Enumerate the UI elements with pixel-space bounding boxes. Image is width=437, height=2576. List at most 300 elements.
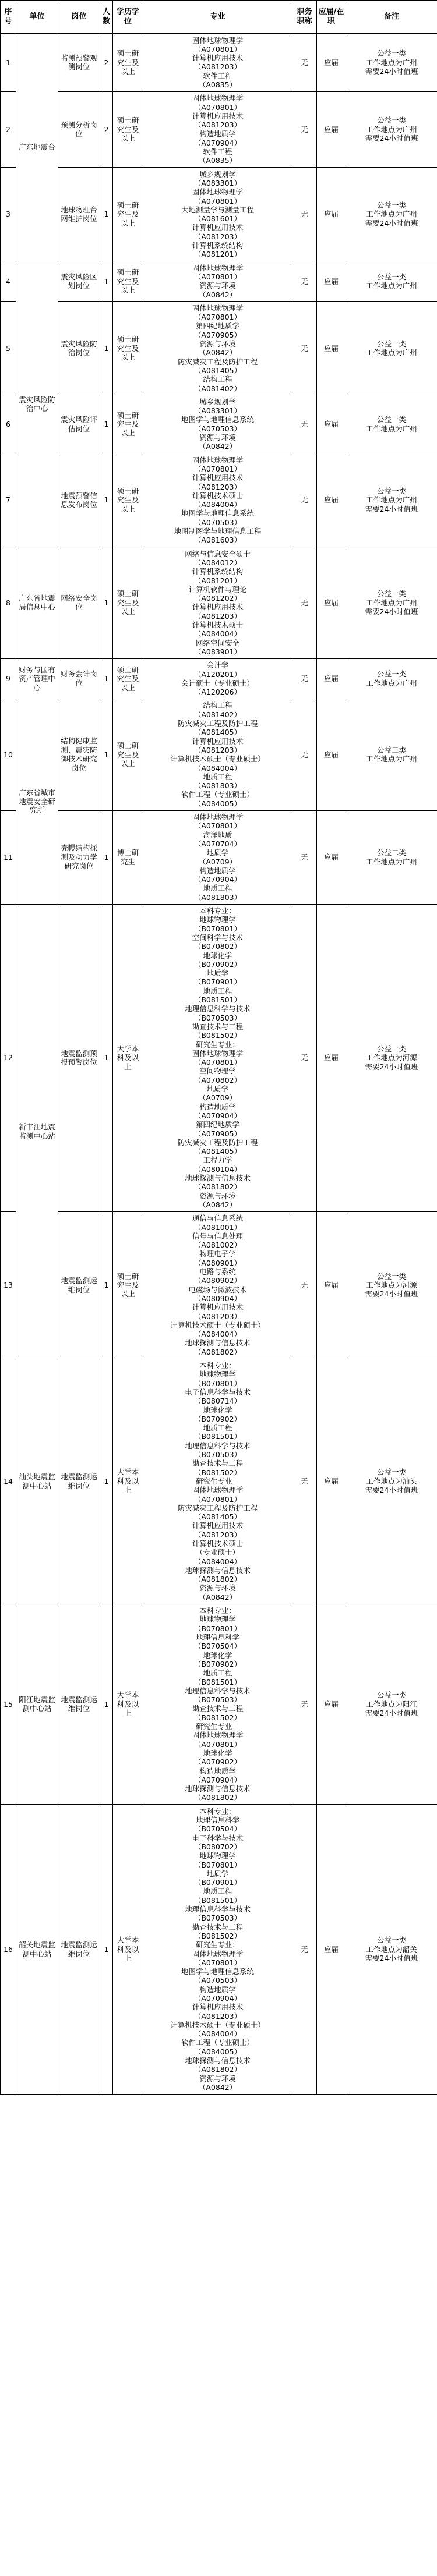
row-title: 无 — [292, 261, 317, 302]
major-line: 固体地球物理学 — [192, 36, 244, 45]
major-line: 地球化学 — [203, 951, 232, 960]
major-line: （A120201） — [193, 669, 242, 679]
major-line: （B070503） — [193, 1013, 242, 1022]
row-degree: 大学本科及以上 — [113, 904, 143, 1211]
major-line: 计算机应用技术 — [192, 54, 244, 63]
row-position: 预测分析岗位 — [58, 91, 100, 167]
remark-line: 工作地点为广州 — [366, 678, 417, 688]
row-degree: 硕士研究生及以上 — [113, 91, 143, 167]
major-line: （A081601） — [193, 214, 242, 224]
major-line: 计算机应用技术 — [192, 1303, 244, 1312]
row-position: 网络安全岗位 — [58, 547, 100, 659]
major-line: （A0842） — [198, 290, 237, 299]
major-line: （A081802） — [193, 1182, 242, 1192]
major-line: （A070904） — [193, 1775, 242, 1784]
major-line: （A070802） — [193, 1075, 242, 1085]
row-degree: 硕士研究生及以上 — [113, 168, 143, 261]
row-title: 无 — [292, 1359, 317, 1604]
row-title: 无 — [292, 699, 317, 810]
major-line: （A081002） — [193, 1241, 242, 1250]
row-position: 地震监测运维岗位 — [58, 1805, 100, 2095]
row-remark — [346, 1805, 437, 2095]
major-line: 本科专业： — [199, 1806, 236, 1816]
remark-line: 工作地点为广州 — [366, 424, 417, 433]
remark-line: 公益一类 — [376, 49, 406, 58]
remark-line: 工作地点为广州 — [366, 754, 417, 764]
major-line: （A070801） — [193, 1958, 242, 1967]
remark-line: 需要24小时值班 — [365, 1709, 418, 1718]
row-major — [143, 1359, 292, 1604]
header-seq: 序号 — [1, 1, 16, 34]
table-row — [1, 810, 437, 904]
table-row — [1, 1359, 437, 1604]
row-remark — [346, 904, 437, 1211]
row-major — [143, 302, 292, 395]
major-line: 城乡规划学 — [199, 169, 236, 179]
major-line: 计算机应用技术 — [192, 473, 244, 483]
major-line: （A070503） — [193, 424, 242, 433]
row-degree: 硕士研究生及以上 — [113, 547, 143, 659]
major-line: （专业硕士） — [195, 1548, 239, 1557]
major-line: 地理信息科学 — [195, 1816, 239, 1825]
major-line: （A081603） — [193, 536, 242, 545]
major-line: （A081203） — [193, 121, 242, 130]
major-line: 地质工程 — [203, 772, 232, 781]
major-line: 空间物理学 — [199, 1066, 236, 1076]
major-line: （A083901） — [193, 647, 242, 656]
major-line: 地球物理学 — [199, 915, 236, 924]
major-line: （A080904） — [193, 1294, 242, 1303]
major-line: 勘查技术与工程 — [192, 1022, 244, 1031]
remark-line: 公益一类 — [376, 1691, 406, 1700]
row-status: 应届 — [317, 91, 346, 167]
major-line: （B070902） — [193, 1659, 242, 1668]
row-position: 监测预警观测岗位 — [58, 34, 100, 92]
major-line: 地球物理学 — [199, 1370, 236, 1379]
major-line: 地质学 — [206, 1869, 229, 1878]
major-line: 计算机软件与理论 — [188, 584, 247, 594]
table-row — [1, 1805, 437, 2095]
row-major — [143, 395, 292, 453]
major-line: 地图学与地理信息系统 — [181, 415, 254, 424]
row-position: 地球物理台网维护岗位 — [58, 168, 100, 261]
major-line: （A081405） — [193, 1512, 242, 1522]
row-status: 应届 — [317, 658, 346, 699]
row-seq: 2 — [1, 91, 16, 167]
major-line: 计算机技术硕士 — [192, 621, 244, 630]
major-line: 防灾减灾工程及防护工程 — [177, 357, 258, 366]
row-title: 无 — [292, 1604, 317, 1805]
row-seq: 3 — [1, 168, 16, 261]
row-title: 无 — [292, 658, 317, 699]
major-line: （A070801） — [193, 821, 242, 831]
remark-line: 工作地点为广州 — [366, 348, 417, 357]
major-line: 海洋地质 — [203, 830, 232, 839]
major-line: （B070801） — [193, 924, 242, 933]
major-line: 地质工程 — [203, 1887, 232, 1896]
major-line: 软件工程 — [203, 147, 232, 157]
major-line: （B081501） — [193, 995, 242, 1005]
major-line: 计算机应用技术 — [192, 223, 244, 232]
row-status: 应届 — [317, 395, 346, 453]
major-line: 会计学 — [206, 661, 229, 670]
major-line: （B070503） — [193, 1914, 242, 1923]
major-line: 电子科学与技术 — [192, 1833, 244, 1842]
major-line: （B081501） — [193, 1677, 242, 1686]
row-count: 1 — [100, 904, 113, 1211]
major-line: 软件工程（专业硕士） — [181, 790, 254, 799]
major-line: 构造地质学 — [199, 1766, 236, 1776]
major-line: 工程力学 — [203, 1156, 232, 1165]
major-line: 会计硕士（专业硕士） — [181, 678, 254, 688]
major-line: 地球化学 — [203, 1405, 232, 1415]
row-position: 壳幔结构探测及动力学研究岗位 — [58, 810, 100, 904]
row-count: 2 — [100, 34, 113, 92]
major-line: （A084005） — [193, 2047, 242, 2056]
major-line: （A084004） — [193, 1557, 242, 1566]
major-line: 计算机系统结构 — [192, 241, 244, 250]
row-title: 无 — [292, 395, 317, 453]
row-unit: 财务与国有资产管理中心 — [16, 658, 58, 699]
major-line: 信号与信息处理 — [192, 1231, 244, 1241]
major-line: 计算机应用技术 — [192, 111, 244, 121]
row-major — [143, 547, 292, 659]
row-status: 应届 — [317, 1359, 346, 1604]
table-row — [1, 547, 437, 659]
major-line: 地球探测与信息技术 — [185, 1338, 251, 1348]
remark-line: 需要24小时值班 — [365, 218, 418, 228]
major-line: （A084004） — [193, 2029, 242, 2039]
major-line: 固体地球物理学 — [192, 1486, 244, 1495]
row-title: 无 — [292, 453, 317, 547]
remark-line: 公益一类 — [376, 201, 406, 210]
major-line: 地球探测与信息技术 — [185, 1174, 251, 1182]
major-line: （B070503） — [193, 1450, 242, 1459]
major-line: 城乡规划学 — [199, 397, 236, 406]
row-unit: 广东地震台 — [16, 34, 58, 261]
major-line: （A070801） — [193, 196, 242, 205]
major-line: （A070503） — [193, 518, 242, 527]
major-line: 计算机技术硕士（专业硕士） — [170, 1320, 265, 1330]
row-degree: 博士研究生 — [113, 810, 143, 904]
major-line: 计算机系统结构 — [192, 567, 244, 576]
major-line: （A070704） — [193, 839, 242, 848]
major-line: 防灾减灾工程及防护工程 — [177, 1503, 258, 1512]
row-seq: 16 — [1, 1805, 16, 2095]
major-line: 本科专业： — [199, 1606, 236, 1615]
row-count: 1 — [100, 302, 113, 395]
major-line: （A070904） — [193, 1994, 242, 2003]
major-line: 研究生专业： — [195, 1722, 239, 1731]
major-line: （A081405） — [193, 1147, 242, 1156]
major-line: （A070905） — [193, 1129, 242, 1138]
major-line: 资源与环境 — [199, 1583, 236, 1593]
row-status: 应届 — [317, 699, 346, 810]
major-line: （A084004） — [193, 763, 242, 773]
header-unit: 单位 — [16, 1, 58, 34]
row-seq: 14 — [1, 1359, 16, 1604]
major-line: （A084012） — [193, 558, 242, 567]
remark-line: 工作地点为韶关 — [366, 1944, 417, 1954]
major-line: 本科专业： — [199, 906, 236, 916]
major-line: 构造地质学 — [199, 866, 236, 875]
remark-line: 工作地点为汕头 — [366, 1476, 417, 1486]
row-count: 1 — [100, 658, 113, 699]
table-row — [1, 1211, 437, 1359]
row-seq: 1 — [1, 34, 16, 92]
major-line: （B070802） — [193, 942, 242, 951]
major-line: （B070504） — [193, 1642, 242, 1651]
remark-line: 公益一类 — [376, 415, 406, 424]
table-row — [1, 168, 437, 261]
header-title: 职务职称 — [292, 1, 317, 34]
row-count: 1 — [100, 699, 113, 810]
row-remark — [346, 34, 437, 92]
header-status: 应届/在职 — [317, 1, 346, 34]
major-line: （A084005） — [193, 799, 242, 808]
row-seq: 9 — [1, 658, 16, 699]
major-line: （A081802） — [193, 2065, 242, 2074]
row-remark — [346, 453, 437, 547]
major-line: 地球探测与信息技术 — [185, 2056, 251, 2065]
remark-line: 需要24小时值班 — [365, 1486, 418, 1495]
major-line: 地球化学 — [203, 1650, 232, 1660]
row-seq: 11 — [1, 810, 16, 904]
major-line: （A070801） — [193, 313, 242, 322]
major-line: 构造地质学 — [199, 1102, 236, 1111]
row-position: 地震监测运维岗位 — [58, 1604, 100, 1805]
major-line: （A081405） — [193, 728, 242, 737]
major-line: （A070801） — [193, 464, 242, 473]
major-line: （B080714） — [193, 1397, 242, 1406]
row-seq: 5 — [1, 302, 16, 395]
major-line: （B070801） — [193, 1379, 242, 1388]
major-line: （A070801） — [193, 102, 242, 112]
major-line: （A081203） — [193, 2011, 242, 2021]
major-line: 地理信息科学与技术 — [185, 1004, 251, 1014]
major-line: 地球探测与信息技术 — [185, 1784, 251, 1794]
row-status: 应届 — [317, 261, 346, 302]
row-seq: 13 — [1, 1211, 16, 1359]
major-line: 资源与环境 — [199, 281, 236, 290]
row-seq: 10 — [1, 699, 16, 810]
row-count: 1 — [100, 168, 113, 261]
row-count: 1 — [100, 395, 113, 453]
major-line: （B070902） — [193, 959, 242, 969]
major-line: （A070503） — [193, 1976, 242, 1985]
row-remark — [346, 395, 437, 453]
major-line: （A084004） — [193, 500, 242, 509]
major-line: （A081201） — [193, 250, 242, 259]
major-line: （B081502） — [193, 1713, 242, 1722]
row-seq: 7 — [1, 453, 16, 547]
remark-line: 工作地点为广州 — [366, 281, 417, 290]
major-line: （A081803） — [193, 781, 242, 791]
major-line: 地理信息科学与技术 — [185, 1441, 251, 1450]
row-status: 应届 — [317, 810, 346, 904]
row-major — [143, 810, 292, 904]
row-major — [143, 699, 292, 810]
table-row — [1, 261, 437, 302]
row-count: 1 — [100, 810, 113, 904]
major-line: 资源与环境 — [199, 339, 236, 349]
major-line: （A120206） — [193, 688, 242, 697]
major-line: 固体地球物理学 — [192, 1048, 244, 1058]
major-line: （A070904） — [193, 875, 242, 884]
row-position: 地震监测预报预警岗位 — [58, 904, 100, 1211]
row-major — [143, 1211, 292, 1359]
row-remark — [346, 810, 437, 904]
major-line: 资源与环境 — [199, 2074, 236, 2083]
remark-line: 工作地点为广州 — [366, 58, 417, 67]
major-line: 第四纪地质学 — [195, 321, 239, 331]
major-line: 固体地球物理学 — [192, 1731, 244, 1740]
row-unit: 汕头地震监测中心站 — [16, 1359, 58, 1604]
table-row — [1, 658, 437, 699]
major-line: 结构工程 — [203, 701, 232, 710]
major-line: 地球化学 — [203, 1748, 232, 1758]
major-line: （A084004） — [193, 629, 242, 639]
remark-line: 公益一类 — [376, 1468, 406, 1477]
major-line: 地球探测与信息技术 — [185, 1565, 251, 1575]
major-line: 网络与信息安全硕士 — [185, 549, 251, 558]
major-line: 计算机应用技术 — [192, 1521, 244, 1530]
major-line: （A0842） — [198, 348, 237, 357]
header-degree: 学历学位 — [113, 1, 143, 34]
major-line: （A080901） — [193, 1258, 242, 1267]
major-line: 计算机应用技术 — [192, 2003, 244, 2012]
major-line: 计算机技术硕士（专业硕士） — [170, 754, 265, 764]
major-line: （B081502） — [193, 1468, 242, 1477]
major-line: （A081001） — [193, 1223, 242, 1232]
row-degree: 硕士研究生及以上 — [113, 302, 143, 395]
major-line: 地图学与地理信息系统 — [181, 509, 254, 518]
header-position: 岗位 — [58, 1, 100, 34]
major-line: （A0842） — [198, 1200, 237, 1209]
major-line: （B070901） — [193, 977, 242, 987]
major-line: （A081402） — [193, 710, 242, 719]
remark-line: 公益一类 — [376, 487, 406, 496]
major-line: 电子信息科学与技术 — [185, 1387, 251, 1397]
remark-line: 需要24小时值班 — [365, 504, 418, 513]
row-position: 震灾风险区划岗位 — [58, 261, 100, 302]
row-position: 震灾风险评估岗位 — [58, 395, 100, 453]
major-line: （A081203） — [193, 745, 242, 754]
row-count: 1 — [100, 261, 113, 302]
remark-line: 公益一类 — [376, 339, 406, 348]
major-line: （A070904） — [193, 138, 242, 147]
major-line: （A070801） — [193, 272, 242, 281]
major-line: （A081803） — [193, 892, 242, 902]
row-remark — [346, 1359, 437, 1604]
major-line: 地质工程 — [203, 1423, 232, 1433]
row-status: 应届 — [317, 904, 346, 1211]
row-major — [143, 453, 292, 547]
major-line: 研究生专业： — [195, 1476, 239, 1486]
major-line: （A080104） — [193, 1164, 242, 1174]
row-remark — [346, 658, 437, 699]
remark-line: 公益一类 — [376, 669, 406, 679]
major-line: （A0842） — [198, 1592, 237, 1601]
row-count: 1 — [100, 547, 113, 659]
major-line: 固体地球物理学 — [192, 813, 244, 822]
major-line: 电磁场与微波技术 — [188, 1285, 247, 1294]
major-line: 构造地质学 — [199, 129, 236, 139]
row-remark — [346, 91, 437, 167]
major-line: （A081203） — [193, 1530, 242, 1539]
major-line: 通信与信息系统 — [192, 1214, 244, 1223]
major-line: 网络空间安全 — [195, 638, 239, 647]
major-line: 固体地球物理学 — [192, 455, 244, 465]
major-line: 地球物理学 — [199, 1851, 236, 1861]
table-row — [1, 34, 437, 92]
remark-line: 需要24小时值班 — [365, 134, 418, 143]
major-line: （A081802） — [193, 1575, 242, 1584]
row-degree: 硕士研究生及以上 — [113, 1211, 143, 1359]
row-degree: 硕士研究生及以上 — [113, 453, 143, 547]
remark-line: 公益一类 — [376, 272, 406, 281]
row-degree: 大学本科及以上 — [113, 1359, 143, 1604]
major-line: （A070902） — [193, 1758, 242, 1767]
row-count: 1 — [100, 1805, 113, 2095]
row-count: 1 — [100, 1211, 113, 1359]
major-line: （A0835） — [198, 80, 237, 89]
major-line: （A081202） — [193, 594, 242, 603]
row-degree: 大学本科及以上 — [113, 1805, 143, 2095]
major-line: 防灾减灾工程及防护工程 — [177, 1138, 258, 1147]
major-line: 计算机技术硕士 — [192, 1539, 244, 1548]
major-line: 地质学 — [206, 969, 229, 978]
major-line: （A084004） — [193, 1330, 242, 1339]
remark-line: 工作地点为广州 — [366, 598, 417, 607]
major-line: （A083301） — [193, 179, 242, 187]
row-status: 应届 — [317, 1604, 346, 1805]
remark-line: 需要24小时值班 — [365, 607, 418, 616]
row-title: 无 — [292, 810, 317, 904]
major-line: 地质工程 — [203, 1668, 232, 1678]
row-status: 应届 — [317, 547, 346, 659]
remark-line: 需要24小时值班 — [365, 67, 418, 76]
major-line: （B070503） — [193, 1695, 242, 1705]
remark-line: 公益二类 — [376, 848, 406, 858]
major-line: 大地测量学与测量工程 — [181, 205, 254, 214]
major-line: 地质工程 — [203, 884, 232, 893]
row-title: 无 — [292, 1805, 317, 2095]
remark-line: 工作地点为广州 — [366, 210, 417, 219]
row-degree: 大学本科及以上 — [113, 1604, 143, 1805]
major-line: 资源与环境 — [199, 433, 236, 442]
major-line: （A0842） — [198, 2082, 237, 2092]
row-seq: 15 — [1, 1604, 16, 1805]
major-line: （A081402） — [193, 384, 242, 393]
major-line: 计算机技术硕士 — [192, 491, 244, 500]
major-line: （A081203） — [193, 482, 242, 491]
major-line: （A081802） — [193, 1793, 242, 1802]
row-status: 应届 — [317, 1211, 346, 1359]
major-line: 物理电子学 — [199, 1249, 236, 1259]
remark-line: 工作地点为广州 — [366, 857, 417, 866]
major-line: 资源与环境 — [199, 1191, 236, 1200]
major-line: （B081501） — [193, 1895, 242, 1905]
header-count: 人数 — [100, 1, 113, 34]
table-row — [1, 699, 437, 810]
major-line: 固体地球物理学 — [192, 1949, 244, 1958]
row-count: 1 — [100, 1604, 113, 1805]
major-line: 计算机应用技术 — [192, 736, 244, 746]
row-major — [143, 34, 292, 92]
major-line: （A070905） — [193, 330, 242, 339]
table-row — [1, 904, 437, 1211]
